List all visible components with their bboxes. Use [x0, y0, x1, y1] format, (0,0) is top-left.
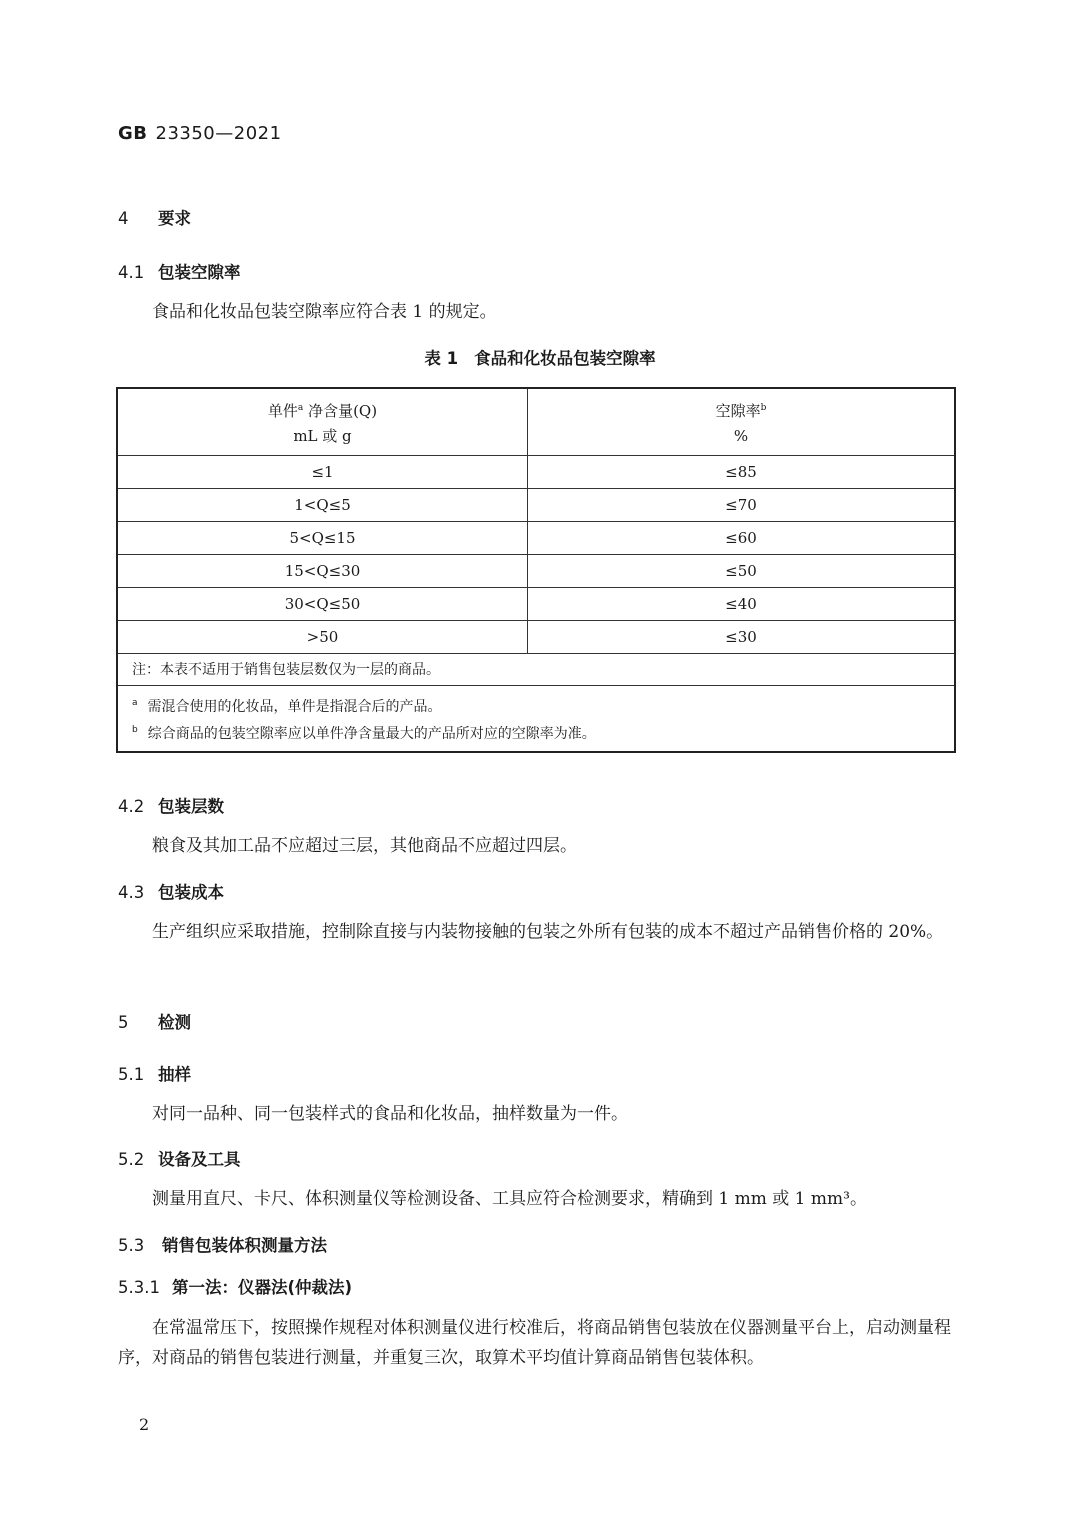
- section-4-3-text: 生产组织应采取措施，控制除直接与内装物接触的包装之外所有包装的成本不超过产品销售价格的 20%。: [152, 922, 944, 942]
- section-4-2-heading: [118, 793, 224, 817]
- header-net-content: [118, 389, 528, 455]
- section-4-heading: [118, 205, 191, 229]
- section-5-3-1-heading: [118, 1274, 352, 1298]
- section-number: 5.2: [118, 1150, 145, 1169]
- section-title: 抽样: [158, 1065, 191, 1084]
- section-5-2-heading: [118, 1146, 241, 1170]
- section-5-3-1-text: 在常温常压下，按照操作规程对体积测量仪进行校准后，将商品销售包装放在仪器测量平台上，启动测量程序，对商品的销售包装进行测量，并重复三次，取算术平均值计算商品销售包装体积。: [118, 1318, 951, 1368]
- standard-prefix: GB: [118, 123, 148, 144]
- header-unit: %: [733, 426, 749, 445]
- standard-header: [118, 123, 282, 144]
- section-title: 销售包装体积测量方法: [162, 1236, 327, 1255]
- table-row: [118, 456, 954, 489]
- header-void-ratio: [528, 389, 954, 455]
- section-number: 4: [118, 209, 129, 228]
- table-row: [118, 588, 954, 621]
- section-number: 5.1: [118, 1065, 145, 1084]
- footnote-mark: a: [297, 402, 304, 413]
- section-5-heading: [118, 1009, 191, 1033]
- footnote-text: 综合商品的包装空隙率应以单件净含量最大的产品所对应的空隙率为准。: [147, 726, 596, 742]
- section-number: 5: [118, 1013, 129, 1032]
- footnote-b: [132, 723, 596, 743]
- net-content-cell: 15<Q≤30: [118, 555, 528, 587]
- header-label: 单件: [267, 401, 298, 420]
- section-number: 5.3: [118, 1236, 145, 1255]
- section-title: 检测: [158, 1013, 191, 1032]
- table-row: [118, 522, 954, 555]
- void-ratio-cell: ≤70: [725, 496, 757, 514]
- section-title: 要求: [158, 209, 191, 228]
- net-content-cell: >50: [118, 621, 528, 653]
- section-5-1-text: 对同一品种、同一包装样式的食品和化妆品，抽样数量为一件。: [152, 1104, 628, 1124]
- net-content-cell: 30<Q≤50: [118, 588, 528, 620]
- void-ratio-cell: ≤40: [725, 595, 757, 613]
- section-title: 第一法：仪器法(仲裁法): [172, 1278, 353, 1297]
- section-4-3-heading: [118, 879, 224, 903]
- section-5-1-heading: [118, 1061, 191, 1085]
- table-note-row: [118, 654, 954, 686]
- table-note: 注：本表不适用于销售包装层数仅为一层的商品。: [132, 662, 440, 678]
- standard-number: 23350—2021: [155, 123, 282, 144]
- header-label: 空隙率: [715, 401, 761, 420]
- void-ratio-table: [116, 387, 956, 753]
- footnote-text: 需混合使用的化妆品，单件是指混合后的产品。: [147, 699, 442, 715]
- footnote-mark: b: [132, 725, 138, 736]
- footnote-a: [132, 696, 442, 716]
- section-4-2-text: 粮食及其加工品不应超过三层，其他商品不应超过四层。: [152, 836, 577, 856]
- section-number: 5.3.1: [118, 1278, 160, 1297]
- section-number: 4.3: [118, 883, 145, 902]
- table-title: 食品和化妆品包装空隙率: [474, 349, 656, 368]
- header-unit: mL 或 g: [293, 426, 352, 445]
- table-row: [118, 555, 954, 588]
- void-ratio-cell: ≤30: [725, 628, 757, 646]
- table-number: 表 1: [424, 349, 459, 368]
- section-5-2-text: 测量用直尺、卡尺、体积测量仪等检测设备、工具应符合检测要求，精确到 1 mm 或 1 mm³。: [152, 1189, 867, 1209]
- void-ratio-cell: ≤60: [725, 529, 757, 547]
- section-title: 包装成本: [158, 883, 224, 902]
- header-label-rest: 净含量(Q): [303, 401, 378, 420]
- net-content-cell: ≤1: [118, 456, 528, 488]
- section-number: 4.1: [118, 263, 145, 282]
- section-4-1-text: 食品和化妆品包装空隙率应符合表 1 的规定。: [152, 302, 497, 322]
- footnote-mark: a: [132, 698, 138, 709]
- table-row: [118, 621, 954, 654]
- section-number: 4.2: [118, 797, 145, 816]
- void-ratio-cell: ≤50: [725, 562, 757, 580]
- net-content-cell: 5<Q≤15: [118, 522, 528, 554]
- section-title: 设备及工具: [158, 1150, 241, 1169]
- net-content-cell: 1<Q≤5: [118, 489, 528, 521]
- void-ratio-cell: ≤85: [725, 463, 757, 481]
- footnote-mark: b: [760, 402, 767, 413]
- section-title: 包装层数: [158, 797, 224, 816]
- table-caption: [0, 345, 1080, 369]
- table-header-row: [118, 389, 954, 456]
- table-row: [118, 489, 954, 522]
- section-4-1-heading: [118, 259, 241, 283]
- section-5-3-heading: [118, 1232, 327, 1256]
- page-number: 2: [139, 1415, 150, 1434]
- section-title: 包装空隙率: [158, 263, 241, 282]
